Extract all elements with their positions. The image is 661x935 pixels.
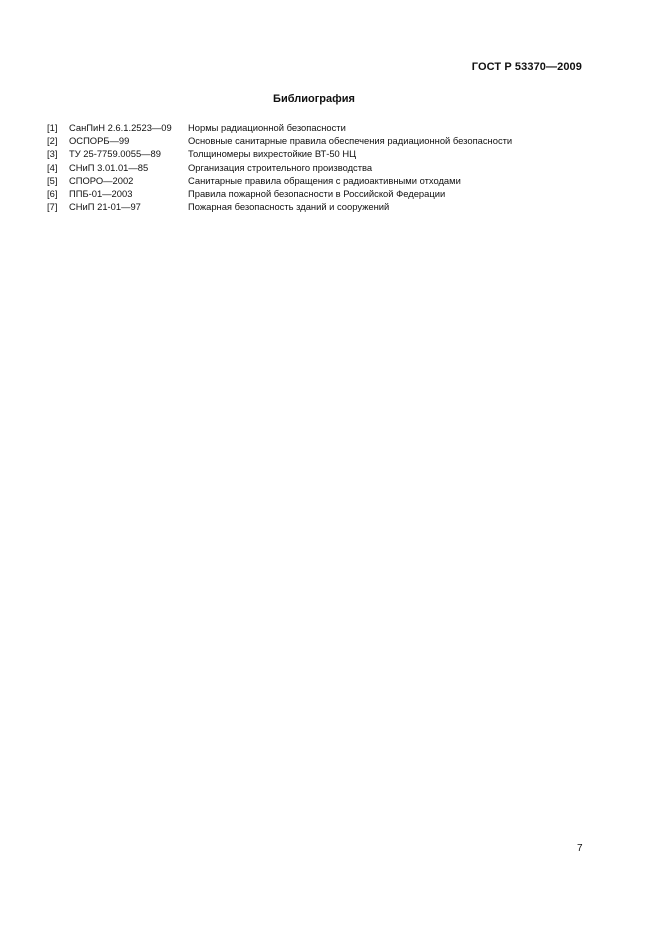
bibliography-item xyxy=(47,161,512,174)
bibliography-number: [3] xyxy=(47,148,58,160)
bibliography-code: ОСПОРБ—99 xyxy=(69,135,130,147)
section-title: Библиография xyxy=(273,93,355,105)
bibliography-item xyxy=(47,200,512,213)
bibliography-item xyxy=(47,174,512,187)
bibliography-code: СНиП 3.01.01—85 xyxy=(69,161,149,173)
bibliography-code: СанПиН 2.6.1.2523—09 xyxy=(69,122,172,133)
bibliography-number: [1] xyxy=(47,122,58,133)
document-header: ГОСТ Р 53370—2009 xyxy=(471,61,582,73)
bibliography-item xyxy=(47,134,512,147)
bibliography-description: Основные санитарные правила обеспечения радиационной безопасности xyxy=(188,135,513,147)
bibliography-description: Организация строительного производства xyxy=(188,161,373,173)
bibliography-description: Толщиномеры вихрестойкие ВТ-50 НЦ xyxy=(188,148,357,160)
bibliography-code: ППБ-01—2003 xyxy=(69,188,133,200)
bibliography-description: Санитарные правила обращения с радиоактивными отходами xyxy=(188,174,461,186)
bibliography-item xyxy=(47,121,512,134)
bibliography-number: [6] xyxy=(47,188,58,200)
bibliography-number: [2] xyxy=(47,135,58,147)
bibliography-code: СНиП 21-01—97 xyxy=(69,201,141,213)
bibliography-description: Пожарная безопасность зданий и сооружений xyxy=(188,201,390,213)
bibliography-description: Нормы радиационной безопасности xyxy=(188,122,346,133)
bibliography-number: [4] xyxy=(47,161,58,173)
bibliography-number: [5] xyxy=(47,174,58,186)
bibliography-code: ТУ 25-7759.0055—89 xyxy=(69,148,161,160)
bibliography-number: [7] xyxy=(47,201,58,213)
bibliography-item xyxy=(47,147,512,160)
page-number: 7 xyxy=(577,843,583,854)
bibliography-list xyxy=(47,121,512,213)
bibliography-description: Правила пожарной безопасности в Российской Федерации xyxy=(188,188,446,200)
bibliography-code: СПОРО—2002 xyxy=(69,174,134,186)
bibliography-item xyxy=(47,187,512,200)
